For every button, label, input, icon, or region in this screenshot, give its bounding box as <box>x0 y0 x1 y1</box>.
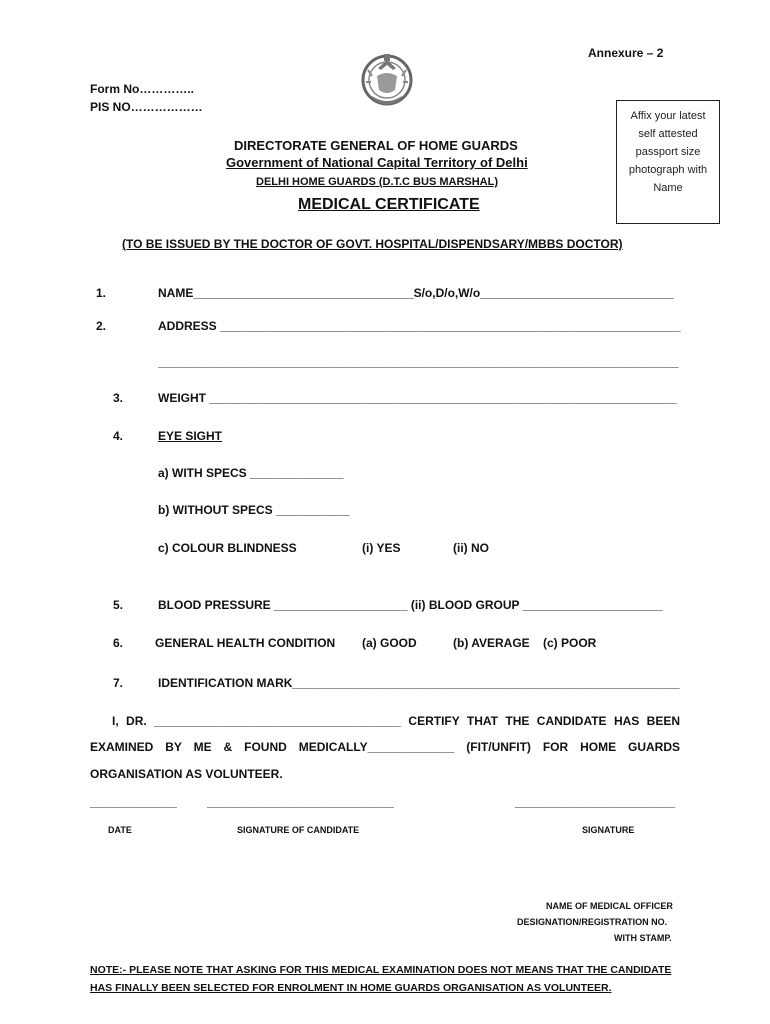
health-average-option[interactable]: (b) AVERAGE <box>453 636 530 650</box>
issued-by-note: (TO BE ISSUED BY THE DOCTOR OF GOVT. HOSPITAL/DISPENDSARY/MBBS DOCTOR) <box>122 237 623 251</box>
unit-line: DELHI HOME GUARDS (D.T.C BUS MARSHAL) <box>256 176 498 188</box>
org-title: DIRECTORATE GENERAL OF HOME GUARDS <box>234 138 518 153</box>
candidate-signature-label: SIGNATURE OF CANDIDATE <box>237 825 360 835</box>
candidate-signature-line[interactable]: ____________________________ <box>207 795 394 809</box>
health-condition-label: GENERAL HEALTH CONDITION <box>155 636 336 650</box>
document-title: MEDICAL CERTIFICATE <box>298 196 480 213</box>
pis-number: PIS NO……………… <box>90 100 203 114</box>
home-guards-emblem-icon <box>358 46 416 118</box>
note-line-1: NOTE:- PLEASE NOTE THAT ASKING FOR THIS MEDICAL EXAMINATION DOES NOT MEANS THAT THE CANDIDATE <box>90 964 672 976</box>
photo-instruction-line: Affix your latest <box>630 110 706 122</box>
eye-sight-heading: EYE SIGHT <box>158 429 223 443</box>
address-field[interactable]: ADDRESS _____________________________________________________________________ <box>158 319 681 333</box>
colour-blindness-label: c) COLOUR BLINDNESS <box>158 541 297 555</box>
identification-mark-field[interactable]: IDENTIFICATION MARK__________________________________________________________ <box>158 676 680 690</box>
without-specs-field[interactable]: b) WITHOUT SPECS ___________ <box>158 503 350 517</box>
item-number: 2. <box>96 319 107 333</box>
officer-stamp-label: WITH STAMP. <box>614 933 672 943</box>
certify-line-1[interactable]: I, DR. _____________________________________ CERTIFY THAT THE CANDIDATE HAS BEEN <box>112 714 680 728</box>
with-specs-field[interactable]: a) WITH SPECS ______________ <box>158 466 344 480</box>
weight-field[interactable]: WEIGHT ______________________________________________________________________ <box>158 391 677 405</box>
government-line: Government of National Capital Territory of Delhi <box>226 155 528 170</box>
certify-line-3: ORGANISATION AS VOLUNTEER. <box>90 767 283 781</box>
officer-designation-label: DESIGNATION/REGISTRATION NO. <box>517 917 668 927</box>
photo-instruction-line: Name <box>653 182 683 194</box>
doctor-signature-line[interactable]: ________________________ <box>515 795 676 809</box>
annexure-label: Annexure – 2 <box>588 46 664 60</box>
colour-blindness-yes-option[interactable]: (i) YES <box>362 541 401 555</box>
colour-blindness-no-option[interactable]: (ii) NO <box>453 541 489 555</box>
signature-label: SIGNATURE <box>582 825 635 835</box>
item-number: 6. <box>113 636 124 650</box>
note-line-2: HAS FINALLY BEEN SELECTED FOR ENROLMENT IN HOME GUARDS ORGANISATION AS VOLUNTEER. <box>90 982 612 994</box>
item-number: 7. <box>113 676 124 690</box>
photo-placeholder-box <box>616 100 720 224</box>
photo-instruction-line: self attested <box>638 128 698 140</box>
health-good-option[interactable]: (a) GOOD <box>362 636 417 650</box>
date-label: DATE <box>108 825 132 835</box>
item-number: 1. <box>96 286 107 300</box>
item-number: 5. <box>113 598 124 612</box>
date-signature-line[interactable]: _____________ <box>90 795 177 809</box>
blood-pressure-group-field[interactable]: BLOOD PRESSURE ____________________ (ii) BLOOD GROUP _____________________ <box>158 598 663 612</box>
item-number: 4. <box>113 429 124 443</box>
form-number: Form No………….. <box>90 82 194 96</box>
certify-line-2[interactable]: EXAMINED BY ME & FOUND MEDICALLY_____________ (FIT/UNFIT) FOR HOME GUARDS <box>90 740 680 754</box>
item-number: 3. <box>113 391 124 405</box>
photo-instruction-line: photograph with <box>628 164 708 176</box>
officer-name-label: NAME OF MEDICAL OFFICER <box>546 901 673 911</box>
photo-instruction-line: passport size <box>635 146 701 158</box>
address-field-line-2[interactable]: ______________________________________________________________________________ <box>158 355 679 369</box>
health-poor-option[interactable]: (c) POOR <box>543 636 597 650</box>
name-field[interactable]: NAME_________________________________S/o,D/o,W/o_____________________________ <box>158 286 674 300</box>
